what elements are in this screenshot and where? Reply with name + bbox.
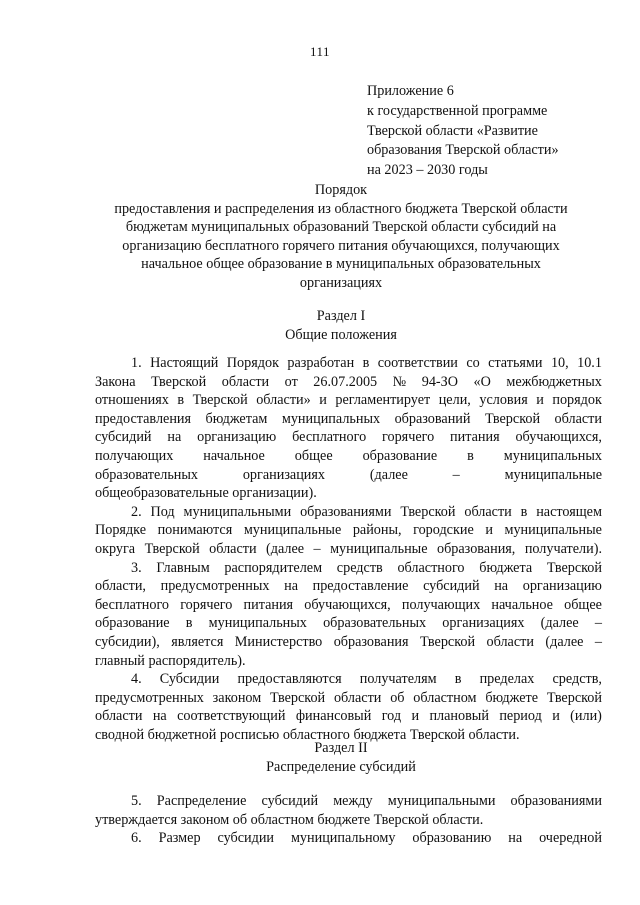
text-line <box>95 447 602 466</box>
word: области <box>209 540 257 557</box>
word: (далее <box>369 466 408 483</box>
word: городские <box>413 522 474 539</box>
text-line <box>95 373 602 392</box>
text-line <box>95 689 602 708</box>
word: (далее <box>540 615 579 632</box>
word: 1. <box>131 355 142 371</box>
document-title <box>80 181 602 293</box>
section-title: Общие положения <box>285 326 397 343</box>
word: общее <box>564 596 602 613</box>
word: 10.1 <box>577 355 602 371</box>
word: получатели). <box>524 540 602 557</box>
word: соответствующий <box>177 708 286 725</box>
word: предусмотренных <box>160 578 270 595</box>
section-2-body <box>95 792 602 848</box>
word: образования <box>333 633 409 650</box>
word: образования, <box>436 540 516 557</box>
word: плановый <box>429 708 489 725</box>
title-line: Порядок <box>314 182 368 198</box>
word: на <box>152 708 167 725</box>
word: средств <box>336 559 383 576</box>
word: 4. <box>131 671 142 688</box>
word: субсидии <box>217 830 275 847</box>
text-line <box>95 521 602 540</box>
word: на <box>508 830 523 847</box>
word: Размер <box>158 830 201 847</box>
word: – <box>452 466 460 483</box>
word: соответствии <box>377 355 458 371</box>
word: питания <box>450 429 500 446</box>
word: (или) <box>570 708 602 725</box>
section-title: Распределение субсидий <box>266 758 416 775</box>
word: муниципальные <box>504 466 602 483</box>
word: понимаются <box>157 522 233 539</box>
word: финансовый <box>295 708 372 725</box>
word: «О <box>473 373 491 390</box>
appendix-line: образования Тверской области» <box>367 142 559 159</box>
text-line: утверждается законом об областном бюджете Тверской области. <box>95 811 484 828</box>
word: образование <box>95 615 170 632</box>
word: и <box>552 708 560 725</box>
title-line: бюджетам муниципальных образований Тверской области субсидий на <box>125 219 557 236</box>
text-line <box>95 633 602 652</box>
word: Тверской <box>400 503 456 520</box>
word: организацию <box>522 578 602 595</box>
text-line <box>95 540 602 559</box>
word: области <box>464 503 512 520</box>
word: муниципальных <box>281 410 381 427</box>
word: Тверской <box>270 689 326 706</box>
word: Субсидии <box>159 671 220 688</box>
word: обучающихся, <box>304 596 391 613</box>
appendix-line: Приложение 6 <box>367 83 454 99</box>
word: бюджете <box>485 689 539 706</box>
word: муниципальными <box>183 503 292 520</box>
word: период <box>499 708 542 725</box>
title-line: начальное общее образование в муниципальных образовательных <box>141 256 541 273</box>
word: регламентирует <box>335 392 431 409</box>
word: Тверской <box>192 392 248 409</box>
word: области, <box>95 578 146 595</box>
word: 94-ЗО <box>421 373 458 390</box>
text-line <box>95 577 602 596</box>
word: субсидии), <box>95 633 160 650</box>
text-line <box>95 670 602 689</box>
word: является <box>171 633 224 650</box>
word: 2. <box>131 503 142 520</box>
word: в <box>467 447 474 464</box>
word: № <box>392 373 407 390</box>
word: распорядителем <box>224 559 323 576</box>
word: Главным <box>156 559 210 576</box>
text-line <box>95 410 602 429</box>
text-line <box>95 503 602 522</box>
text-line <box>95 559 602 578</box>
word: статьями <box>488 355 543 371</box>
word: предоставления <box>95 410 192 427</box>
word: пределах <box>479 671 535 688</box>
word: Тверской <box>144 540 200 557</box>
word: муниципальные <box>504 522 602 539</box>
word: Тверской <box>484 410 541 427</box>
word: об <box>390 689 405 706</box>
word: бюджета <box>479 559 533 576</box>
word: разработан <box>287 355 355 371</box>
word: районы, <box>352 522 402 539</box>
word: Порядке <box>95 522 147 539</box>
word: – <box>594 615 602 632</box>
word: со <box>466 355 480 371</box>
appendix-line: на 2023 – 2030 годы <box>367 162 488 179</box>
word: отношениях <box>95 392 169 409</box>
word: областном <box>413 689 477 706</box>
word: муниципальные <box>243 522 342 539</box>
word: предусмотренных <box>95 689 204 706</box>
word: образований <box>394 410 471 427</box>
word: субсидий <box>261 793 319 809</box>
word: 6. <box>131 830 142 847</box>
word: муниципальные <box>330 540 428 557</box>
word: 5. <box>131 793 142 809</box>
word: организациях <box>242 466 326 483</box>
word: предоставление <box>312 578 409 595</box>
title-line: организациях <box>299 274 383 291</box>
word: и <box>485 522 493 539</box>
word: настоящем <box>536 503 602 520</box>
word: бюджетам <box>205 410 268 427</box>
word: Закона <box>95 373 136 390</box>
word: Под <box>150 503 175 520</box>
word: на <box>284 578 298 595</box>
section-1-body <box>95 354 602 744</box>
word: муниципальному <box>290 830 396 847</box>
text-line: сводной бюджетной росписью областного бюджета Тверской области. <box>95 726 520 743</box>
word: начальное <box>491 596 553 613</box>
word: Тверской <box>546 689 602 706</box>
word: год <box>381 708 402 725</box>
word: в <box>185 615 193 632</box>
text-line <box>95 596 602 615</box>
word: (далее <box>266 540 305 557</box>
word: межбюджетных <box>506 373 602 390</box>
word: 26.07.2005 <box>313 373 378 390</box>
word: Порядок <box>226 355 279 371</box>
word: в <box>454 671 462 688</box>
word: условия <box>479 392 528 409</box>
appendix-line: к государственной программе <box>367 102 548 119</box>
appendix-header <box>367 82 559 181</box>
text-line <box>95 428 602 447</box>
word: получающих <box>95 447 174 464</box>
word: на <box>167 429 182 446</box>
word: Тверской <box>419 633 476 650</box>
word: в <box>177 392 185 409</box>
word: и <box>411 708 420 725</box>
word: общее <box>294 447 333 464</box>
word: Настоящий <box>150 355 219 371</box>
section-2-heading <box>80 739 602 776</box>
word: муниципальными <box>387 793 496 809</box>
word: бесплатного <box>292 429 367 446</box>
text-line <box>95 707 602 726</box>
word: области <box>95 708 143 725</box>
word: образовательных <box>323 615 427 632</box>
word: образованиями <box>510 793 602 809</box>
word: предоставляются <box>237 671 342 688</box>
word: области <box>221 373 270 390</box>
word: образованиями <box>300 503 392 520</box>
word: питания <box>243 596 294 613</box>
word: бесплатного <box>95 596 170 613</box>
section-label: Раздел I <box>316 308 366 324</box>
word: субсидий <box>423 578 480 595</box>
appendix-line: Тверской области «Развитие <box>367 122 538 139</box>
word: области <box>333 689 382 706</box>
word: муниципальных <box>208 615 307 632</box>
word: организацию <box>197 429 277 446</box>
word: на <box>494 578 509 595</box>
word: области <box>486 633 534 650</box>
word: образование <box>362 447 438 464</box>
page-number: 111 <box>309 44 331 59</box>
word: – <box>594 633 602 650</box>
word: образованию <box>412 830 492 847</box>
section-1-heading <box>80 307 602 344</box>
word: Тверской <box>151 373 207 390</box>
word: горячего <box>382 429 435 446</box>
word: очередной <box>539 830 602 847</box>
word: цели, <box>438 392 471 409</box>
word: 3. <box>131 559 142 576</box>
word: Тверской <box>546 559 602 576</box>
section-label: Раздел II <box>314 740 368 756</box>
word: Министерство <box>234 633 323 650</box>
word: между <box>333 793 373 809</box>
word: образовательных <box>95 466 199 483</box>
text-line <box>95 792 602 811</box>
word: обучающихся, <box>515 429 602 446</box>
text-line <box>95 614 602 633</box>
word: Распределение <box>156 793 247 809</box>
word: организациях <box>442 615 525 632</box>
word: областного <box>397 559 465 576</box>
text-line <box>95 466 602 485</box>
word: в <box>362 355 370 371</box>
word: начальное <box>203 447 265 464</box>
word: (далее <box>545 633 584 650</box>
word: в <box>520 503 528 520</box>
word: и <box>319 392 327 409</box>
text-line <box>95 354 602 373</box>
word: горячего <box>180 596 233 613</box>
word: 10, <box>550 355 569 371</box>
word: получателям <box>359 671 437 688</box>
word: и <box>536 392 544 409</box>
text-line <box>95 391 602 410</box>
word: субсидий <box>95 429 152 446</box>
word: порядок <box>552 392 602 409</box>
word: от <box>284 373 298 390</box>
text-line: общеобразовательные организации). <box>95 485 317 502</box>
word: законом <box>212 689 262 706</box>
word: области <box>554 410 602 427</box>
title-line: организацию бесплатного горячего питания обучающихся, получающих <box>122 237 560 254</box>
text-line <box>95 829 602 848</box>
text-line: главный распорядитель). <box>95 652 246 669</box>
word: получающих <box>401 596 481 613</box>
word: средств, <box>552 671 602 688</box>
word: области» <box>256 392 311 409</box>
word: – <box>313 540 321 557</box>
word: муниципальных <box>503 447 602 464</box>
title-line: предоставления и распределения из областного бюджета Тверской области <box>114 200 568 217</box>
word: округа <box>95 540 136 557</box>
